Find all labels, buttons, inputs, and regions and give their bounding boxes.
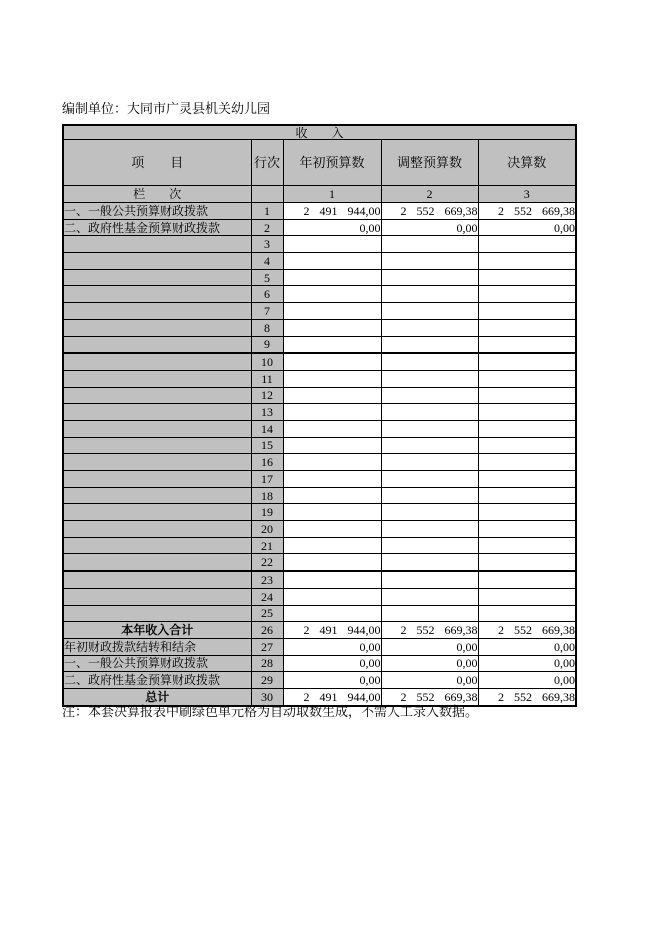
row-number: 21 [251,537,283,554]
cell-final-accounts [478,554,576,571]
cell-initial-budget [283,537,381,554]
cell-adjusted-budget [381,537,478,554]
cell-final-accounts: 0,00 [478,655,576,672]
cell-adjusted-budget [381,319,478,336]
row-number: 17 [251,471,283,488]
cell-adjusted-budget: 2 552 669,38 [381,622,478,639]
row-label: 总计 [63,688,251,705]
cell-final-accounts [478,487,576,504]
cell-adjusted-budget [381,554,478,571]
cell-final-accounts [478,588,576,605]
cell-initial-budget [283,269,381,286]
row-label [63,487,251,504]
cell-adjusted-budget: 0,00 [381,672,478,689]
row-label: 年初财政拨款结转和结余 [63,638,251,655]
row-label: 本年收入合计 [63,622,251,639]
column-index-row [63,186,576,203]
row-label [63,605,251,622]
row-number: 5 [251,269,283,286]
table-row [63,253,576,270]
row-number: 16 [251,454,283,471]
cell-final-accounts [478,454,576,471]
table-row [63,236,576,253]
row-number: 9 [251,336,283,353]
table-row [63,655,576,672]
cell-adjusted-budget [381,253,478,270]
row-label: 一、一般公共预算财政拨款 [63,203,251,220]
col-header-initial-budget: 年初预算数 [283,140,381,186]
table-title: 收 入 [63,125,576,140]
cell-initial-budget [283,253,381,270]
cell-adjusted-budget [381,437,478,454]
cell-final-accounts [478,370,576,387]
cell-adjusted-budget [381,370,478,387]
row-label [63,303,251,320]
row-number: 4 [251,253,283,270]
table-row [63,370,576,387]
cell-initial-budget [283,370,381,387]
cell-initial-budget [283,336,381,353]
row-number: 28 [251,655,283,672]
cell-adjusted-budget [381,336,478,353]
column-index-label: 栏 次 [63,186,251,203]
col-header-final-accounts: 决算数 [478,140,576,186]
row-label [63,336,251,353]
cell-adjusted-budget [381,571,478,588]
table-row [63,672,576,689]
cell-adjusted-budget: 2 552 669,38 [381,203,478,220]
cell-final-accounts [478,537,576,554]
cell-initial-budget [283,454,381,471]
table-row [63,269,576,286]
table-body [63,203,576,706]
cell-final-accounts [478,521,576,538]
cell-adjusted-budget [381,454,478,471]
row-label [63,286,251,303]
cell-adjusted-budget [381,471,478,488]
col-header-row-no: 行次 [251,140,283,186]
cell-initial-budget [283,588,381,605]
row-number: 8 [251,319,283,336]
table-row [63,219,576,236]
table-row [63,521,576,538]
table-row [63,319,576,336]
table-row [63,571,576,588]
cell-adjusted-budget: 2 552 669,38 [381,688,478,705]
table-row [63,404,576,421]
cell-initial-budget [283,303,381,320]
table-row [63,622,576,639]
cell-final-accounts: 2 552 669,38 [478,688,576,705]
table-row [63,471,576,488]
cell-final-accounts [478,420,576,437]
row-number: 3 [251,236,283,253]
row-label [63,387,251,404]
cell-initial-budget: 2 491 944,00 [283,622,381,639]
cell-final-accounts [478,236,576,253]
column-index-3: 3 [478,186,576,203]
cell-adjusted-budget: 0,00 [381,655,478,672]
row-label [63,353,251,370]
cell-final-accounts: 2 552 669,38 [478,622,576,639]
row-label [63,420,251,437]
row-number: 13 [251,404,283,421]
table-row [63,303,576,320]
row-number: 10 [251,353,283,370]
row-number: 23 [251,571,283,588]
cell-final-accounts [478,404,576,421]
cell-initial-budget: 2 491 944,00 [283,203,381,220]
cell-initial-budget [283,605,381,622]
cell-final-accounts [478,387,576,404]
row-number: 26 [251,622,283,639]
cell-final-accounts [478,319,576,336]
row-label [63,454,251,471]
row-label [63,471,251,488]
cell-adjusted-budget [381,404,478,421]
row-number: 1 [251,203,283,220]
cell-final-accounts [478,253,576,270]
cell-adjusted-budget [381,303,478,320]
cell-initial-budget: 0,00 [283,219,381,236]
cell-final-accounts: 0,00 [478,219,576,236]
cell-initial-budget [283,437,381,454]
cell-initial-budget [283,236,381,253]
table-row [63,387,576,404]
cell-adjusted-budget [381,521,478,538]
cell-adjusted-budget [381,487,478,504]
cell-adjusted-budget [381,420,478,437]
cell-initial-budget [283,319,381,336]
cell-initial-budget [283,387,381,404]
cell-adjusted-budget [381,236,478,253]
row-number: 29 [251,672,283,689]
row-number: 20 [251,521,283,538]
table-row [63,420,576,437]
column-index-2: 2 [381,186,478,203]
cell-initial-budget [283,404,381,421]
cell-adjusted-budget [381,605,478,622]
row-number: 6 [251,286,283,303]
row-label [63,504,251,521]
cell-final-accounts: 0,00 [478,638,576,655]
row-label [63,537,251,554]
cell-initial-budget: 2 491 944,00 [283,688,381,705]
row-number: 15 [251,437,283,454]
cell-final-accounts [478,336,576,353]
cell-adjusted-budget [381,588,478,605]
table-row [63,638,576,655]
cell-adjusted-budget [381,504,478,521]
table-row [63,605,576,622]
row-number: 12 [251,387,283,404]
cell-final-accounts [478,571,576,588]
table-row [63,504,576,521]
cell-adjusted-budget: 0,00 [381,638,478,655]
row-number: 2 [251,219,283,236]
cell-final-accounts [478,269,576,286]
income-table [62,124,577,707]
row-label [63,554,251,571]
cell-adjusted-budget [381,353,478,370]
table-row [63,203,576,220]
table-row [63,336,576,353]
column-index-rowno-blank [251,186,283,203]
row-label [63,253,251,270]
cell-adjusted-budget [381,269,478,286]
cell-final-accounts [478,605,576,622]
row-label: 二、政府性基金预算财政拨款 [63,219,251,236]
row-number: 24 [251,588,283,605]
cell-final-accounts [478,471,576,488]
cell-initial-budget: 0,00 [283,672,381,689]
row-label [63,588,251,605]
cell-initial-budget [283,504,381,521]
row-label [63,404,251,421]
row-number: 14 [251,420,283,437]
cell-initial-budget [283,286,381,303]
cell-initial-budget: 0,00 [283,655,381,672]
row-label [63,437,251,454]
row-number: 27 [251,638,283,655]
table-row [63,487,576,504]
row-number: 18 [251,487,283,504]
table-row [63,454,576,471]
cell-initial-budget [283,420,381,437]
cell-final-accounts [478,504,576,521]
row-number: 30 [251,688,283,705]
col-header-item: 项 目 [63,140,251,186]
table-row [63,554,576,571]
row-label [63,521,251,538]
row-label [63,571,251,588]
table-row [63,437,576,454]
cell-adjusted-budget [381,286,478,303]
cell-initial-budget: 0,00 [283,638,381,655]
column-index-1: 1 [283,186,381,203]
cell-final-accounts [478,303,576,320]
row-number: 7 [251,303,283,320]
row-label [63,236,251,253]
row-number: 25 [251,605,283,622]
cell-initial-budget [283,487,381,504]
cell-final-accounts [478,353,576,370]
cell-initial-budget [283,471,381,488]
row-label: 二、政府性基金预算财政拨款 [63,672,251,689]
row-label: 一、一般公共预算财政拨款 [63,655,251,672]
table-row [63,353,576,370]
row-number: 11 [251,370,283,387]
cell-final-accounts: 2 552 669,38 [478,203,576,220]
cell-initial-budget [283,554,381,571]
table-row [63,537,576,554]
row-label [63,269,251,286]
cell-initial-budget [283,353,381,370]
table-row [63,286,576,303]
cell-initial-budget [283,521,381,538]
cell-initial-budget [283,571,381,588]
cell-final-accounts [478,437,576,454]
row-label [63,319,251,336]
col-header-adjusted-budget: 调整预算数 [381,140,478,186]
cell-adjusted-budget [381,387,478,404]
footnote: 注：本套决算报表中刷绿色单元格为自动取数生成，不需人工录入数据。 [62,704,479,719]
row-label [63,370,251,387]
table-title-row [63,125,576,140]
table-header-row [63,140,576,186]
cell-final-accounts: 0,00 [478,672,576,689]
row-number: 22 [251,554,283,571]
cell-adjusted-budget: 0,00 [381,219,478,236]
table-row [63,588,576,605]
unit-label: 编制单位：大同市广灵县机关幼儿园 [62,101,271,116]
cell-final-accounts [478,286,576,303]
row-number: 19 [251,504,283,521]
